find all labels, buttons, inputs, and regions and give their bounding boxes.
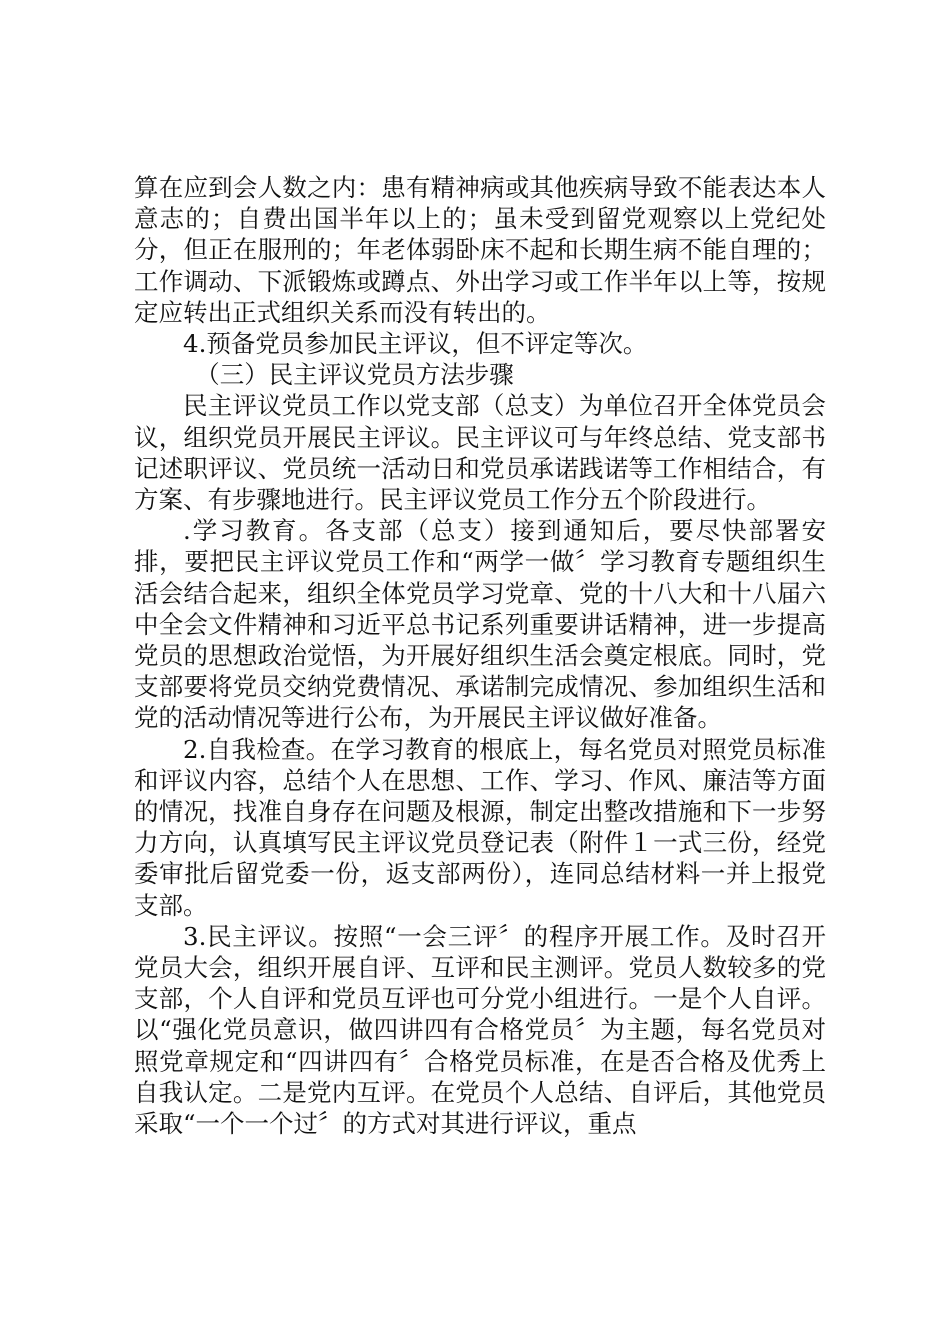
paragraph-intro: 民主评议党员工作以党支部（总支）为单位召开全体党员会议，组织党员开展民主评议。民主评议可与年终总结、党支部书记述职评议、党员统一活动日和党员承诺践诺等工作相结合，有方案、有步骤地进行。民主评议党员工作分五个阶段进行。 <box>134 391 826 515</box>
paragraph-step-self-check: 2.自我检查。在学习教育的根底上，每名党员对照党员标准和评议内容，总结个人在思想、工作、学习、作风、廉洁等方面的情况，找准自身存在问题及根源，制定出整改措施和下一步努力方向，认真填写民主评议党员登记表（附件１一式三份，经党委审批后留党委一份，返支部两份），连同总结材料一并上报党支部。 <box>134 734 826 920</box>
section-heading-3: （三）民主评议党员方法步骤 <box>195 360 514 390</box>
paragraph-item-4: 4.预备党员参加民主评议，但不评定等次。 <box>183 329 648 359</box>
paragraph-continuation: 算在应到会人数之内：患有精神病或其他疾病导致不能表达本人意志的；自费出国半年以上的；虽未受到留党观察以上党纪处分，但正在服刑的；年老体弱卧床不起和长期生病不能自理的；工作调动、下派锻炼或蹲点、外出学习或工作半年以上等，按规定应转出正式组织关系而没有转出的。 <box>134 173 826 327</box>
paragraph-step-study: .学习教育。各支部（总支）接到通知后，要尽快部署安排，要把民主评议党员工作和“两学一做〞学习教育专题组织生活会结合起来，组织全体党员学习党章、党的十八大和十八届六中全会文件精神和习近平总书记系列重要讲话精神，进一步提高党员的思想政治觉悟，为开展好组织生活会奠定根底。同时，党支部要将党员交纳党费情况、承诺制完成情况、参加组织生活和党的活动情况等进行公布，为开展民主评议做好准备。 <box>134 516 826 733</box>
paragraph-step-evaluation: 3.民主评议。按照“一会三评〞的程序开展工作。及时召开党员大会，组织开展自评、互评和民主测评。党员人数较多的党支部，个人自评和党员互评也可分党小组进行。一是个人自评。以“强化党员意识，做四讲四有合格党员〞为主题，每名党员对照党章规定和“四讲四有〞合格党员标准，在是否合格及优秀上自我认定。二是党内互评。在党员个人总结、自评后，其他党员采取“一个一个过〞的方式对其进行评议，重点 <box>134 921 826 1139</box>
document-body <box>134 172 826 1139</box>
